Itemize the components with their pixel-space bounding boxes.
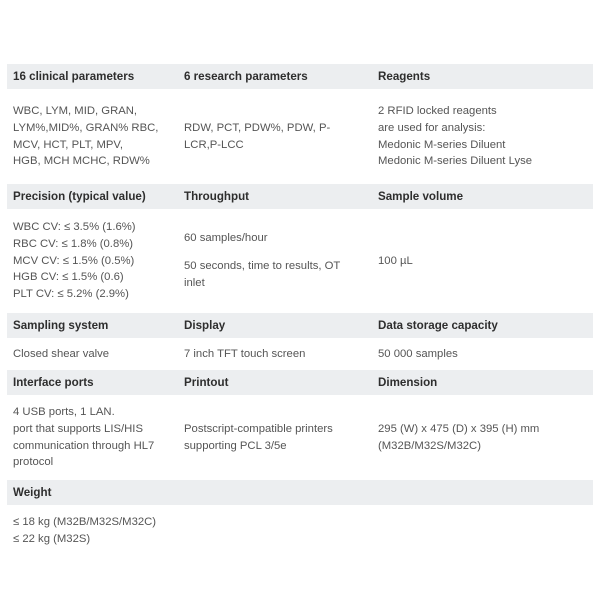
cell-sampling-system [7, 346, 178, 363]
cell-line: PLT CV: ≤ 5.2% (2.9%) [13, 288, 129, 301]
cell-precision [7, 219, 178, 303]
cell-reagents [372, 103, 593, 170]
body-row [7, 338, 593, 370]
header-data-storage: Data storage capacity [378, 319, 498, 332]
header-row [7, 64, 593, 89]
header-reagents: Reagents [378, 70, 431, 83]
cell-throughput [178, 230, 372, 291]
cell-clinical-parameters [7, 103, 178, 170]
header-research-parameters: 6 research parameters [184, 70, 308, 83]
body-row [7, 209, 593, 313]
header-row [7, 370, 593, 395]
cell-line: 4 USB ports, 1 LAN. [13, 405, 115, 418]
cell-sample-volume [372, 253, 593, 270]
header-display: Display [184, 319, 226, 332]
cell-dimension [372, 421, 593, 455]
cell-line: Closed shear valve [13, 347, 110, 360]
cell-line: WBC, LYM, MID, GRAN, [13, 104, 138, 117]
cell-line: HGB CV: ≤ 1.5% (0.6) [13, 271, 124, 284]
cell-line: Postscript-compatible printers [184, 422, 333, 435]
cell-line: Medonic M-series Diluent Lyse [378, 155, 533, 168]
header-sampling-system: Sampling system [13, 319, 109, 332]
cell-line: protocol [13, 456, 54, 469]
header-printout: Printout [184, 376, 229, 389]
header-dimension: Dimension [378, 376, 438, 389]
cell-line: WBC CV: ≤ 3.5% (1.6%) [13, 221, 136, 233]
cell-line: ≤ 22 kg (M32S) [13, 533, 91, 545]
cell-line: MCV, HCT, PLT, MPV, [13, 138, 124, 151]
cell-line: 295 (W) x 475 (D) x 395 (H) mm [378, 422, 540, 435]
header-row [7, 184, 593, 209]
cell-line: MCV CV: ≤ 1.5% (0.5%) [13, 254, 135, 267]
cell-line: 2 RFID locked reagents [378, 104, 497, 117]
body-row [7, 505, 593, 557]
cell-line: are used for analysis: [378, 121, 486, 134]
cell-weight [7, 514, 178, 548]
cell-line: 50 000 samples [378, 347, 458, 360]
header-throughput: Throughput [184, 190, 250, 203]
cell-line: 100 µL [378, 254, 413, 267]
cell-research-parameters [178, 120, 372, 154]
cell-line: Medonic M-series Diluent [378, 138, 506, 151]
cell-line: port that supports LIS/HIS [13, 422, 143, 435]
cell-line: RDW, PCT, PDW%, PDW, P- [184, 121, 331, 134]
header-row [7, 480, 593, 505]
cell-printout [178, 421, 372, 455]
header-row [7, 313, 593, 338]
header-precision: Precision (typical value) [13, 190, 146, 203]
cell-line: communication through HL7 [13, 439, 155, 452]
body-row [7, 89, 593, 184]
cell-line: 7 inch TFT touch screen [184, 347, 306, 360]
cell-line: RBC CV: ≤ 1.8% (0.8%) [13, 237, 134, 250]
cell-line: supporting PCL 3/5e [184, 439, 287, 452]
cell-spacer [184, 247, 372, 258]
header-interface-ports: Interface ports [13, 376, 94, 389]
body-row [7, 395, 593, 480]
cell-line: 60 samples/hour [184, 232, 268, 245]
cell-interface-ports [7, 404, 178, 471]
cell-line: LCR,P-LCC [184, 138, 244, 151]
spec-table [7, 64, 593, 557]
cell-line: (M32B/M32S/M32C) [378, 439, 481, 452]
cell-data-storage [372, 346, 593, 363]
header-sample-volume: Sample volume [378, 190, 464, 203]
cell-line: HGB, MCH MCHC, RDW% [13, 155, 150, 168]
cell-line: 50 seconds, time to results, OT [184, 260, 341, 273]
header-clinical-parameters: 16 clinical parameters [13, 70, 135, 83]
cell-line: ≤ 18 kg (M32B/M32S/M32C) [13, 516, 157, 529]
header-weight: Weight [13, 486, 52, 499]
cell-display [178, 346, 372, 363]
cell-line: inlet [184, 276, 205, 289]
cell-line: LYM%,MID%, GRAN% RBC, [13, 121, 159, 134]
